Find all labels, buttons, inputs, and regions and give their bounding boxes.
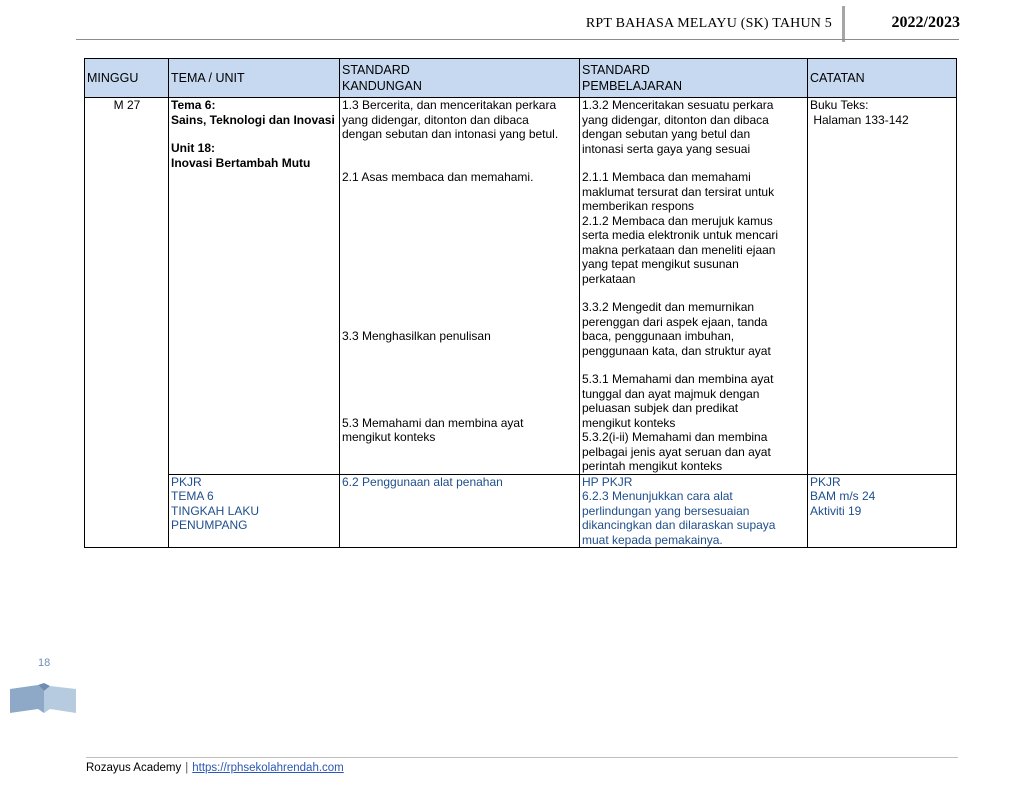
pkjr-catatan-cell: PKJR BAM m/s 24 Aktiviti 19 bbox=[808, 474, 957, 548]
sp-line: peluasan subjek dan predikat bbox=[582, 401, 739, 415]
sp-line: dengan sebutan yang betul dan bbox=[582, 127, 751, 141]
catatan-line: Buku Teks: bbox=[810, 98, 869, 112]
document-year: 2022/2023 bbox=[891, 14, 960, 31]
sp-line: serta media elektronik untuk mencari bbox=[582, 228, 779, 242]
sp-line: 5.3.1 Memahami dan membina ayat bbox=[582, 372, 774, 386]
page-number: 18 bbox=[38, 657, 51, 669]
header-standard-pembelajaran: STANDARD PEMBELAJARAN bbox=[580, 59, 808, 98]
sp-line: perenggan dari aspek ejaan, tanda bbox=[582, 314, 768, 329]
table-row-pkjr bbox=[85, 474, 957, 548]
header-tema-unit: TEMA / UNIT bbox=[169, 59, 340, 98]
sp-line: pelbagai jenis ayat seruan dan ayat bbox=[582, 444, 771, 459]
sp-line: penggunaan kata, dan struktur ayat bbox=[582, 343, 771, 358]
sp-line: 3.3.2 Mengedit dan memurnikan bbox=[582, 300, 755, 314]
document-title: RPT BAHASA MELAYU (SK) TAHUN 5 bbox=[585, 16, 832, 31]
sp-line: 1.3.2 Menceritakan sesuatu perkara bbox=[582, 98, 774, 112]
sp-line: perintah mengikut konteks bbox=[582, 459, 723, 473]
table-row bbox=[85, 98, 957, 475]
rpt-table bbox=[84, 58, 957, 548]
footer bbox=[86, 762, 344, 774]
catatan-line: Halaman 133-142 bbox=[810, 112, 909, 127]
table-header-row bbox=[85, 59, 957, 98]
standard-kandungan-cell bbox=[340, 98, 580, 475]
sp-line: 2.1.1 Membaca dan memahami bbox=[582, 170, 751, 184]
sp-line: makna perkataan dan meneliti ejaan bbox=[582, 242, 776, 257]
sp-line: baca, penggunaan imbuhan, bbox=[582, 329, 735, 343]
sk-line: dengan sebutan dan intonasi yang betul. bbox=[342, 127, 559, 141]
tema-unit-cell bbox=[169, 98, 340, 475]
pkjr-sp-cell: HP PKJR 6.2.3 Menunjukkan cara alat perlindungan yang bersesuaian dikancingkan dan dilaraskan supaya muat kepada pemakainya. bbox=[580, 474, 808, 548]
footer-link[interactable]: https://rphsekolahrendah.com bbox=[192, 762, 344, 774]
sp-line: yang didengar, ditonton dan dibaca bbox=[582, 112, 769, 127]
footer-rule bbox=[86, 757, 958, 758]
unit-label: Unit 18: bbox=[171, 141, 216, 155]
sp-line: intonasi serta gaya yang sesuai bbox=[582, 141, 751, 156]
sp-line: 2.1.2 Membaca dan merujuk kamus bbox=[582, 213, 773, 228]
sp-line: maklumat tersurat dan tersirat untuk bbox=[582, 184, 775, 199]
footer-brand: Rozayus Academy bbox=[86, 762, 182, 774]
header-standard-kandungan: STANDARD KANDUNGAN bbox=[340, 59, 580, 98]
catatan-cell bbox=[808, 98, 957, 475]
sk-line: mengikut konteks bbox=[342, 430, 436, 444]
sp-line: perkataan bbox=[582, 271, 636, 286]
header-divider bbox=[842, 6, 845, 42]
tema-name: Sains, Teknologi dan Inovasi bbox=[171, 112, 335, 127]
sp-line: memberikan respons bbox=[582, 199, 695, 213]
sp-line: tunggal dan ayat majmuk dengan bbox=[582, 386, 760, 401]
sp-line: mengikut konteks bbox=[582, 415, 676, 430]
unit-name: Inovasi Bertambah Mutu bbox=[171, 155, 311, 170]
header-rule bbox=[76, 39, 959, 40]
sp-line: 5.3.2(i-ii) Memahami dan membina bbox=[582, 430, 768, 444]
pkjr-sk-cell: 6.2 Penggunaan alat penahan bbox=[340, 474, 580, 548]
sp-line: yang tepat mengikut susunan bbox=[582, 257, 739, 271]
header-catatan: CATATAN bbox=[808, 59, 957, 98]
minggu-cell bbox=[85, 98, 169, 548]
standard-pembelajaran-cell bbox=[580, 98, 808, 475]
sk-line: yang didengar, ditonton dan dibaca bbox=[342, 112, 529, 127]
tema-label: Tema 6: bbox=[171, 98, 216, 112]
pkjr-tema-cell: PKJR TEMA 6 TINGKAH LAKU PENUMPANG bbox=[169, 474, 340, 548]
sk-line: 1.3 Bercerita, dan menceritakan perkara bbox=[342, 98, 557, 112]
sk-line: 2.1 Asas membaca dan memahami. bbox=[342, 169, 534, 184]
minggu-value: M 27 bbox=[113, 98, 141, 112]
footer-separator: | bbox=[185, 762, 189, 774]
sk-line: 5.3 Memahami dan membina ayat bbox=[342, 415, 524, 430]
book-logo-icon bbox=[8, 683, 78, 717]
header-minggu: MINGGU bbox=[85, 59, 169, 98]
sk-line: 3.3 Menghasilkan penulisan bbox=[342, 329, 491, 343]
